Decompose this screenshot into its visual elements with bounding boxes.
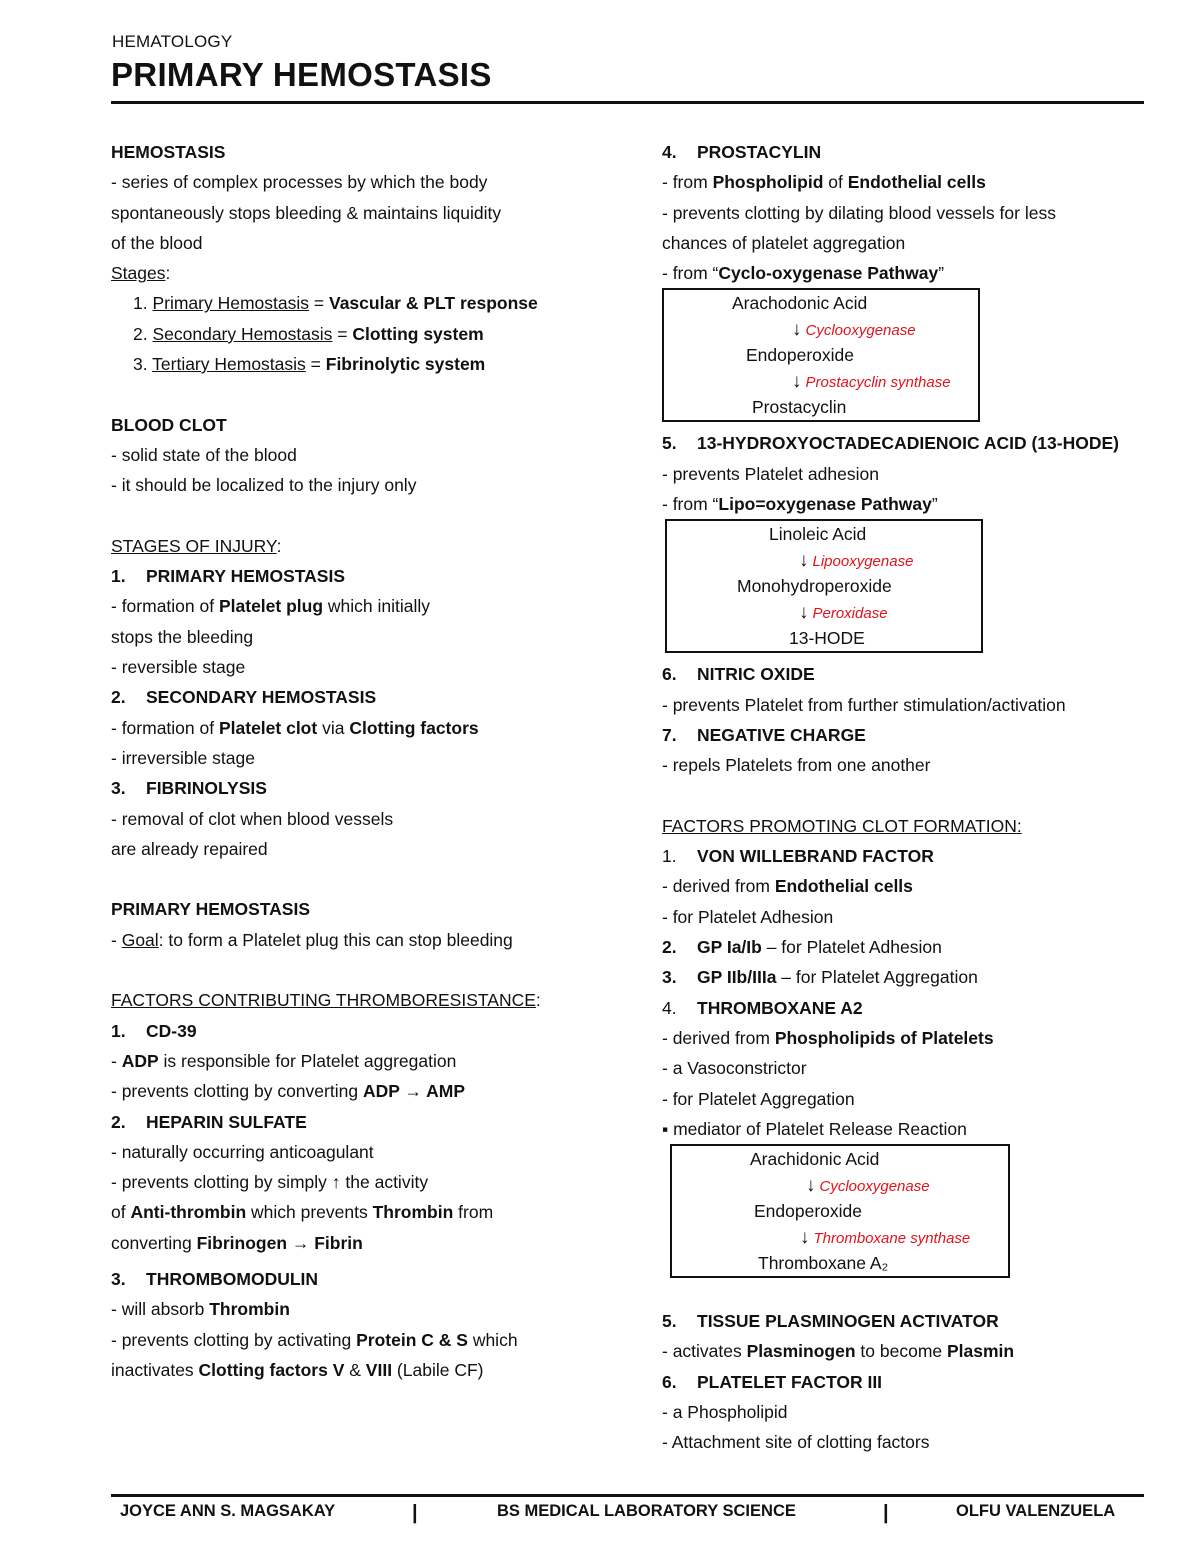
factor-title: 5. 13-HYDROXYOCTADECADIENOIC ACID (13-HODE) [662, 433, 1119, 454]
factor-line: - from Phospholipid of Endothelial cells [662, 172, 986, 193]
down-arrow-icon: ↓ [799, 550, 809, 572]
pathway-step [672, 1172, 1008, 1198]
factor-line: - prevents clotting by converting ADP → AMP [111, 1081, 466, 1102]
down-arrow-icon: ↓ [792, 371, 802, 393]
stage-item: 2. Secondary Hemostasis = Clotting system [133, 323, 484, 344]
factor-title: 7. NEGATIVE CHARGE [662, 724, 866, 745]
factor-title: 5. TISSUE PLASMINOGEN ACTIVATOR [662, 1311, 999, 1332]
factor-line: of Anti-thrombin which prevents Thrombin from [111, 1202, 494, 1223]
footer-separator: | [412, 1502, 418, 1524]
factor-line: - a Vasoconstrictor [662, 1058, 807, 1079]
down-arrow-icon: ↓ [806, 1175, 816, 1197]
factor-line: inactivates Clotting factors V & VIII (Labile CF) [111, 1359, 484, 1380]
footer-separator: | [883, 1502, 889, 1524]
pathway-step [667, 599, 981, 625]
stage-item: 1. Primary Hemostasis = Vascular & PLT response [133, 293, 538, 314]
injury-stage-line: - removal of clot when blood vessels [111, 808, 394, 829]
injury-stage-line: - reversible stage [111, 657, 246, 678]
pathway-intermediate: Monohydroperoxide [737, 576, 892, 597]
factor-title: 6. PLATELET FACTOR III [662, 1371, 883, 1392]
stages-label: Stages: [111, 263, 171, 284]
factor-line: - activates Plasminogen to become Plasmin [662, 1341, 1015, 1362]
stages-injury-heading: STAGES OF INJURY: [111, 535, 282, 556]
blood-clot-line: - solid state of the blood [111, 444, 297, 465]
pathway-substrate: Arachodonic Acid [732, 293, 868, 314]
pathway-intermediate: Endoperoxide [754, 1201, 862, 1222]
factor-line: - for Platelet Adhesion [662, 906, 834, 927]
left-column [111, 137, 631, 1385]
factor-line: - derived from Phospholipids of Platelets [662, 1027, 994, 1048]
up-arrow-icon: ↑ [331, 1172, 341, 1193]
top-divider [111, 101, 1144, 104]
factor-line: - for Platelet Aggregation [662, 1088, 855, 1109]
enzyme-label: Thromboxane synthase [813, 1230, 971, 1248]
injury-stage-line: stops the bleeding [111, 626, 254, 647]
hemostasis-heading: HEMOSTASIS [111, 142, 226, 162]
enzyme-label: Cyclooxygenase [805, 322, 916, 340]
factor-line: - from “Lipo=oxygenase Pathway” [662, 494, 938, 515]
primary-heading: PRIMARY HEMOSTASIS [111, 899, 311, 920]
stage-item: 3. Tertiary Hemostasis = Fibrinolytic system [133, 354, 486, 375]
page-title: PRIMARY HEMOSTASIS [111, 56, 492, 93]
footer-school: OLFU VALENZUELA [956, 1502, 1116, 1520]
factor-line: - naturally occurring anticoagulant [111, 1141, 374, 1162]
factor-title: 4. THROMBOXANE A2 [662, 997, 863, 1018]
right-column [662, 137, 1162, 1458]
factor-line: - Attachment site of clotting factors [662, 1432, 930, 1453]
injury-stage-title: 3. FIBRINOLYSIS [111, 778, 267, 799]
enzyme-label: Peroxidase [812, 605, 888, 623]
footer-author: JOYCE ANN S. MAGSAKAY [120, 1502, 336, 1520]
down-arrow-icon: ↓ [800, 1227, 810, 1249]
factor-line: - will absorb Thrombin [111, 1299, 290, 1320]
prostacyclin-pathway-box [662, 288, 980, 422]
factor-title: 1. VON WILLEBRAND FACTOR [662, 846, 934, 867]
factor-line: converting Fibrinogen → Fibrin [111, 1232, 363, 1253]
blood-clot-heading: BLOOD CLOT [111, 414, 227, 435]
pathway-step [664, 368, 978, 394]
bottom-divider [111, 1494, 1144, 1497]
thromboresistance-heading: FACTORS CONTRIBUTING THROMBORESISTANCE: [111, 990, 541, 1011]
injury-stage-title: 2. SECONDARY HEMOSTASIS [111, 687, 377, 708]
hemostasis-def: - series of complex processes by which the body [111, 172, 488, 193]
pathway-step [672, 1224, 1008, 1250]
pathway-substrate: Linoleic Acid [769, 524, 867, 545]
down-arrow-icon: ↓ [792, 319, 802, 341]
injury-stage-line: - irreversible stage [111, 747, 255, 768]
subject-label: HEMATOLOGY [112, 32, 233, 51]
pathway-product: 13-HODE [789, 628, 865, 649]
injury-stage-line: - formation of Platelet plug which initially [111, 596, 430, 617]
factor-title: 3. GP IIb/IIIa – for Platelet Aggregation [662, 967, 978, 988]
hode-pathway-box [665, 519, 983, 653]
enzyme-label: Prostacyclin synthase [805, 374, 951, 392]
injury-stage-line: - formation of Platelet clot via Clotting factors [111, 717, 479, 738]
down-arrow-icon: ↓ [799, 602, 809, 624]
factor-line: - a Phospholipid [662, 1402, 788, 1423]
factor-title: 2. GP Ia/Ib – for Platelet Adhesion [662, 937, 942, 958]
primary-goal: - Goal: to form a Platelet plug this can stop bleeding [111, 929, 513, 950]
promoting-heading: FACTORS PROMOTING CLOT FORMATION: [662, 815, 1022, 836]
factor-line: chances of platelet aggregation [662, 232, 906, 253]
factor-line: - prevents clotting by dilating blood vessels for less [662, 202, 1056, 223]
blood-clot-line: - it should be localized to the injury only [111, 475, 417, 496]
injury-stage-line: are already repaired [111, 838, 268, 859]
factor-line: ▪ mediator of Platelet Release Reaction [662, 1118, 967, 1139]
enzyme-label: Lipooxygenase [812, 553, 914, 571]
enzyme-label: Cyclooxygenase [819, 1178, 930, 1196]
thromboxane-pathway-box [670, 1144, 1010, 1278]
factor-title: 6. NITRIC OXIDE [662, 664, 815, 685]
hemostasis-def: of the blood [111, 232, 203, 253]
pathway-substrate: Arachidonic Acid [750, 1149, 880, 1170]
pathway-intermediate: Endoperoxide [746, 345, 854, 366]
factor-title: 1. CD-39 [111, 1020, 197, 1041]
factor-title: 4. PROSTACYLIN [662, 142, 822, 162]
pathway-step [667, 547, 981, 573]
factor-line: - prevents clotting by activating Protein C & S which [111, 1329, 518, 1350]
footer-program: BS MEDICAL LABORATORY SCIENCE [497, 1502, 796, 1520]
factor-line: - derived from Endothelial cells [662, 876, 913, 897]
factor-line: - repels Platelets from one another [662, 755, 931, 776]
hemostasis-def: spontaneously stops bleeding & maintains liquidity [111, 202, 502, 223]
factor-line: - prevents clotting by simply ↑ the activity [111, 1172, 429, 1193]
factor-line: - ADP is responsible for Platelet aggregation [111, 1050, 457, 1071]
factor-title: 3. THROMBOMODULIN [111, 1268, 319, 1289]
factor-line: - prevents Platelet from further stimulation/activation [662, 694, 1066, 715]
pathway-step [664, 316, 978, 342]
pathway-product: Prostacyclin [752, 397, 847, 418]
pathway-product: Thromboxane A₂ [758, 1253, 889, 1274]
injury-stage-title: 1. PRIMARY HEMOSTASIS [111, 566, 346, 587]
factor-title: 2. HEPARIN SULFATE [111, 1111, 307, 1132]
factor-line: - from “Cyclo-oxygenase Pathway” [662, 263, 945, 284]
factor-line: - prevents Platelet adhesion [662, 463, 879, 484]
